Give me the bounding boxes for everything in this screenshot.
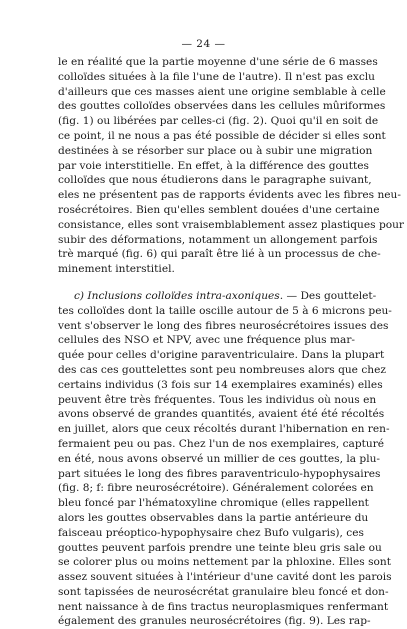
- paragraph-1: [58, 55, 404, 277]
- text-line: consistance, elles sont vraisemblablement assez plastiques pour: [58, 218, 404, 231]
- paragraph-2-first-line: [58, 289, 377, 304]
- text-line: le en réalité que la partie moyenne d'une série de 6 masses: [58, 56, 378, 68]
- text-line: (fig. 1) ou libérées par celles-ci (fig. 2). Quoi qu'il en soit de: [58, 115, 379, 128]
- text-line: sont tapissées de neurosécrétat granulaire bleu foncé et don-: [58, 585, 389, 598]
- text-line: tes colloïdes dont la taille oscille autour de 5 à 6 microns peu-: [58, 304, 392, 317]
- text-line: vent s'observer le long des fibres neurosécrétoires issues des: [58, 319, 389, 332]
- paragraph-2-first-rest: — Des gouttelet-: [283, 289, 377, 302]
- text-line: trè marqué (fig. 6) qui paraît être lié à un processus de che-: [58, 248, 381, 261]
- text-line: rosécrétoires. Bien qu'elles semblent douées d'une certaine: [58, 203, 380, 216]
- text-line: (fig. 8; f: fibre neurosécrétoire). Généralement colorées en: [58, 482, 374, 495]
- text-line: également des granules neurosécrétoires (fig. 9). Les rap-: [58, 615, 371, 628]
- text-line: certains individus (3 fois sur 14 exemplaires examinés) elles: [58, 378, 383, 391]
- text-line: faisceau préoptico-hypophysaire chez Bufo vulgaris), ces: [58, 526, 364, 539]
- text-line: en juillet, alors que ceux récoltés durant l'hibernation en ren-: [58, 423, 390, 436]
- text-line: alors les gouttes observables dans la partie antérieure du: [58, 511, 369, 524]
- text-line: quée pour celles d'origine paraventriculaire. Dans la plupart: [58, 349, 385, 362]
- text-line: en été, nous avons observé un millier de ces gouttes, la plu-: [58, 452, 380, 465]
- text-line: assez souvent situées à l'intérieur d'une cavité dont les parois: [58, 571, 392, 584]
- text-line: fermaient peu ou pas. Chez l'un de nos exemplaires, capturé: [58, 437, 385, 450]
- text-line: bleu foncé par l'hématoxyline chromique (elles rappellent: [58, 497, 369, 510]
- text-line: part situées le long des fibres paraventriculo-hypophysaires: [58, 467, 381, 480]
- text-line: colloïdes situées à la file l'une de l'autre). Il n'est pas exclu: [58, 70, 375, 83]
- paragraph-2: [58, 289, 392, 629]
- text-line: minement interstitiel.: [58, 263, 175, 276]
- text-line: cellules des NSO et NPV, avec une fréquence plus mar-: [58, 334, 355, 347]
- text-line: se colorer plus ou moins nettement par la phloxine. Elles sont: [58, 556, 391, 569]
- paragraph-gap: [58, 277, 354, 289]
- text-line: gouttes peuvent parfois prendre une teinte bleu gris sale ou: [58, 541, 382, 554]
- text-line: destinées à se résorber sur place ou à subir une migration: [58, 144, 373, 157]
- text-line: ce point, il ne nous a pas été possible de décider si elles sont: [58, 129, 386, 142]
- text-line: colloïdes que nous étudierons dans le paragraphe suivant,: [58, 174, 372, 187]
- text-line: des gouttes colloïdes observées dans les cellules mûriformes: [58, 100, 386, 113]
- text-line: d'ailleurs que ces masses aient une origine semblable à celle: [58, 85, 386, 98]
- text-line: eles ne présentent pas de rapports évidents avec les fibres neu-: [58, 189, 401, 202]
- page-number: — 24 —: [181, 38, 226, 50]
- text-line: des cas ces gouttelettes sont peu nombreuses alors que chez: [58, 363, 386, 376]
- text-line: subir des déformations, notamment un allongement parfois: [58, 233, 378, 246]
- text-line: par voie interstitielle. En effet, à la différence des gouttes: [58, 159, 369, 172]
- text-line: avons observé de grandes quantités, avaient été été récoltés: [58, 408, 385, 421]
- text-line: peuvent être très fréquentes. Tous les individus où nous en: [58, 393, 377, 406]
- text-line: nent naissance à de fins tractus neuroplasmiques renfermant: [58, 600, 389, 613]
- body-text: [58, 55, 404, 629]
- section-heading: c) Inclusions colloïdes intra-axoniques.: [74, 289, 284, 302]
